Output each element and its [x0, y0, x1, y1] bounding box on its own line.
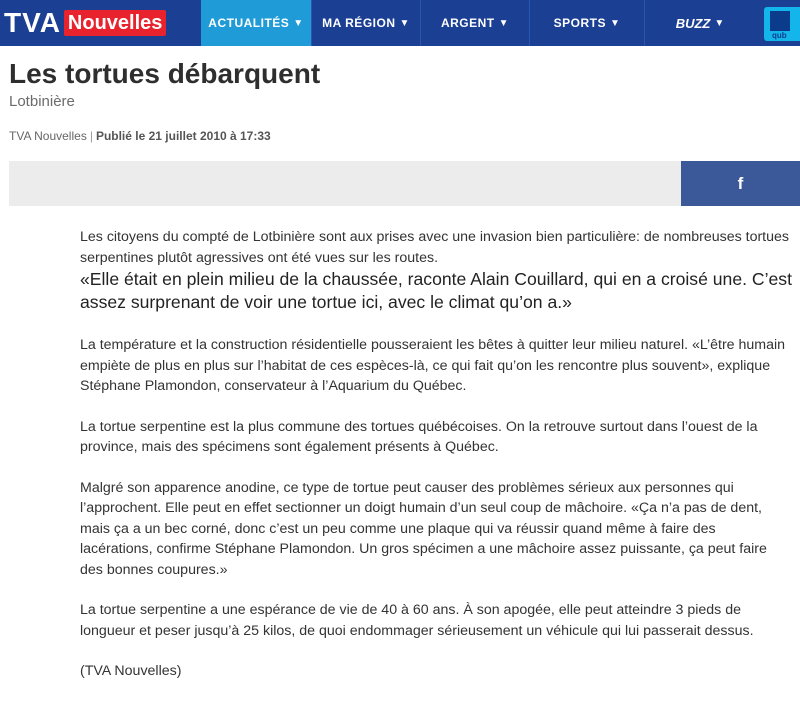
article-paragraph: Malgré son apparence anodine, ce type de tortue peut causer des problèmes sérieux aux personnes qui l’approchent. Elle peut en effet sectionner un doigt humain d’un seul coup de mâchoire. «Ça n’a pas de dent, mais ça a un bec corné, donc c’est un peu comme une plaque qui va réussir quand même à faire des lacérations, confirme Stéphane Plamondon. Un gros spécimen a une mâchoire assez puissante, ça peut faire des bonnes coupures.» [80, 479, 767, 578]
article-intro: Les citoyens du compté de Lotbinière sont aux prises avec une invasion bien particulière: de nombreuses tortues serpentines plutôt agressives ont été vues sur les routes. [80, 229, 790, 266]
article-paragraph: La température et la construction résidentielle pousseraient les bêtes à quitter leur milieu naturel. «L’être humain empiète de plus en plus sur l’habitat de ces espèces-là, ce qui fait qu’on les rencontre plus souvent», explique Stéphane Plamondon, conservateur à l’Aquarium du Québec. [80, 337, 786, 394]
article-region: Lotbinière [9, 93, 75, 110]
chevron-down-icon: ▼ [498, 17, 510, 29]
article-byline [9, 128, 271, 144]
nav-item-buzz[interactable] [645, 0, 755, 46]
page-title: Les tortues débarquent [9, 58, 321, 89]
logo-product: Nouvelles [64, 10, 166, 36]
top-navigation-bar [0, 0, 800, 46]
nav-item-ma-region[interactable] [312, 0, 420, 46]
chevron-down-icon: ▼ [293, 17, 304, 29]
nav-item-label: SPORTS [553, 16, 606, 30]
qub-logo-icon [770, 11, 790, 31]
qub-label: qub [772, 31, 787, 40]
facebook-share-button[interactable] [681, 161, 800, 206]
nav-item-actualites[interactable] [201, 0, 311, 46]
logo-brand: TVA [4, 7, 61, 38]
article-signature: (TVA Nouvelles) [80, 663, 182, 679]
chevron-down-icon: ▼ [399, 17, 410, 29]
qub-button[interactable] [764, 7, 800, 41]
tva-nouvelles-logo[interactable] [4, 8, 166, 38]
article-body [80, 227, 792, 682]
nav-item-label: MA RÉGION [322, 16, 396, 30]
article-published-date: Publié le 21 juillet 2010 à 17:33 [95, 129, 271, 143]
byline-separator: | [89, 129, 93, 143]
nav-item-sports[interactable] [530, 0, 644, 46]
article-paragraph: La tortue serpentine a une espérance de vie de 40 à 60 ans. À son apogée, elle peut atteindre 3 pieds de longueur et peser jusqu’à 25 kilos, de quoi endommager sérieusement un véhicule qui lui passerait dessus. [80, 602, 754, 639]
nav-item-label: ARGENT [440, 16, 495, 30]
facebook-icon: f [737, 173, 744, 193]
article-source: TVA Nouvelles [9, 129, 87, 143]
chevron-down-icon: ▼ [609, 17, 621, 29]
chevron-down-icon: ▼ [714, 17, 725, 29]
article-pull-quote: «Elle était en plein milieu de la chaussée, raconte Alain Couillard, qui en a croisé une. C’est assez surprenant de voir une tortue ici, avec le climat qu’on a.» [80, 269, 792, 312]
nav-item-argent[interactable] [421, 0, 529, 46]
nav-item-label: ACTUALITÉS [208, 16, 290, 30]
article-paragraph: La tortue serpentine est la plus commune des tortues québécoises. On la retrouve surtout dans l’ouest de la province, mais des spécimens sont également présents à Québec. [80, 418, 758, 455]
nav-item-label: BUZZ [675, 15, 711, 31]
